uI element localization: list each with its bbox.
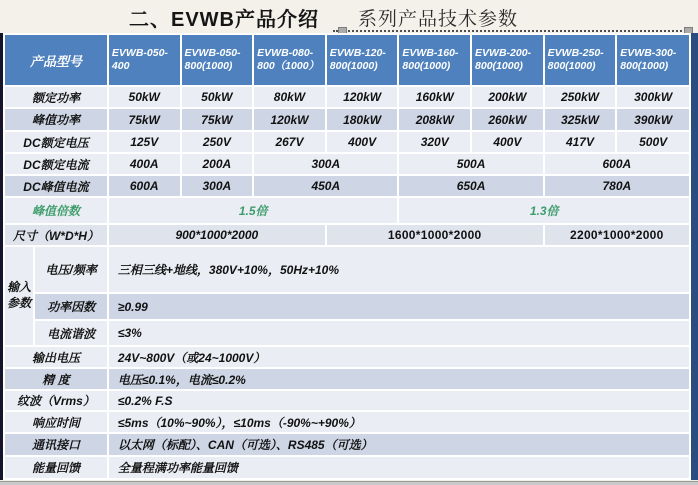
row-label-cell: 输出电压 xyxy=(4,346,108,368)
table-row xyxy=(4,224,690,246)
value-cell: 400A xyxy=(108,153,181,175)
row-label-cell: 额定功率 xyxy=(4,86,108,108)
slide-title-bar xyxy=(0,0,698,33)
value-cell: 300kW xyxy=(616,86,690,108)
value-cell: 325kW xyxy=(544,108,617,131)
value-cell: ≤0.2% F.S xyxy=(108,390,690,411)
value-cell: 600A xyxy=(108,175,181,197)
page-subtitle: 系列产品技术参数 xyxy=(358,9,519,30)
table-row xyxy=(4,86,690,108)
value-cell: 260kW xyxy=(471,108,544,131)
table-row xyxy=(4,390,690,411)
value-cell: 300A xyxy=(181,175,254,197)
column-header-cell: EVWB-160-800(1000) xyxy=(398,34,471,86)
value-cell: 400V xyxy=(326,131,399,153)
value-cell: 电压≤0.1%，电流≤0.2% xyxy=(108,368,690,390)
value-cell: 650A xyxy=(398,175,543,197)
table-row xyxy=(4,197,690,224)
column-header-cell: EVWB-050-800(1000) xyxy=(181,34,254,86)
row-label-cell: DC峰值电流 xyxy=(4,175,108,197)
column-header-cell: EVWB-120-800(1000) xyxy=(326,34,399,86)
value-cell: 500A xyxy=(398,153,543,175)
column-header-cell: EVWB-300-800(1000) xyxy=(616,34,690,86)
value-cell: 390kW xyxy=(616,108,690,131)
row-label-cell: 峰值倍数 xyxy=(4,197,108,224)
table-row xyxy=(4,433,690,456)
value-cell: 417V xyxy=(544,131,617,153)
column-header-cell: EVWB-050-400 xyxy=(108,34,181,86)
row-label-cell: 电流谐波 xyxy=(34,320,108,346)
value-cell: 500V xyxy=(616,131,690,153)
value-cell: 400V xyxy=(471,131,544,153)
column-header-cell: EVWB-080-800（1000） xyxy=(253,34,326,86)
value-cell: 全量程满功率能量回馈 xyxy=(108,456,690,479)
table-row xyxy=(4,108,690,131)
value-cell: 200kW xyxy=(471,86,544,108)
column-header-model: 产品型号 xyxy=(4,34,108,86)
table-row xyxy=(4,246,690,293)
table-row xyxy=(4,411,690,433)
value-cell: ≥0.99 xyxy=(108,293,690,320)
value-cell: 600A xyxy=(544,153,690,175)
spec-table-container xyxy=(0,33,698,480)
value-cell: 780A xyxy=(544,175,690,197)
value-cell: 120kW xyxy=(253,108,326,131)
table-row xyxy=(4,368,690,390)
row-label-cell: DC额定电压 xyxy=(4,131,108,153)
value-cell: 200A xyxy=(181,153,254,175)
row-label-cell: 通讯接口 xyxy=(4,433,108,456)
value-cell: 1.3倍 xyxy=(398,197,690,224)
value-cell: 320V xyxy=(398,131,471,153)
column-header-cell: EVWB-200-800(1000) xyxy=(471,34,544,86)
table-row xyxy=(4,456,690,479)
table-row xyxy=(4,153,690,175)
table-row xyxy=(4,175,690,197)
value-cell: 80kW xyxy=(253,86,326,108)
value-cell: ≤5ms（10%~90%），≤10ms（-90%~+90%） xyxy=(108,411,690,433)
value-cell: 300A xyxy=(253,153,398,175)
row-label-cell: 纹波（Vrms） xyxy=(4,390,108,411)
value-cell: 75kW xyxy=(108,108,181,131)
value-cell: 2200*1000*2000 xyxy=(544,224,690,246)
product-spec-table xyxy=(3,33,691,480)
value-cell: 267V xyxy=(253,131,326,153)
value-cell: 900*1000*2000 xyxy=(108,224,326,246)
value-cell: 250V xyxy=(181,131,254,153)
row-label-cell: 尺寸（W*D*H） xyxy=(4,224,108,246)
value-cell: 以太网（标配）、CAN（可选）、RS485（可选） xyxy=(108,433,690,456)
row-label-cell: 电压/频率 xyxy=(34,246,108,293)
row-label-cell: 峰值功率 xyxy=(4,108,108,131)
column-header-cell: EVWB-250-800(1000) xyxy=(544,34,617,86)
page-title: 二、EVWB产品介绍 xyxy=(129,9,319,31)
table-row xyxy=(4,346,690,368)
value-cell: 24V~800V（或24~1000V） xyxy=(108,346,690,368)
value-cell: 208kW xyxy=(398,108,471,131)
row-label-cell: DC额定电流 xyxy=(4,153,108,175)
row-label-cell: 功率因数 xyxy=(34,293,108,320)
value-cell: 125V xyxy=(108,131,181,153)
selection-dotted-line xyxy=(333,30,693,32)
slide-bottom-edge xyxy=(0,481,698,485)
table-row xyxy=(4,131,690,153)
value-cell: 1600*1000*2000 xyxy=(326,224,544,246)
value-cell: ≤3% xyxy=(108,320,690,346)
value-cell: 250kW xyxy=(544,86,617,108)
table-row xyxy=(4,320,690,346)
value-cell: 180kW xyxy=(326,108,399,131)
value-cell: 50kW xyxy=(108,86,181,108)
value-cell: 三相三线+地线，380V+10%，50Hz+10% xyxy=(108,246,690,293)
value-cell: 450A xyxy=(253,175,398,197)
value-cell: 75kW xyxy=(181,108,254,131)
value-cell: 50kW xyxy=(181,86,254,108)
value-cell: 120kW xyxy=(326,86,399,108)
row-label-cell: 精 度 xyxy=(4,368,108,390)
value-cell: 160kW xyxy=(398,86,471,108)
group-label-cell: 输入 参数 xyxy=(4,246,34,346)
table-row xyxy=(4,293,690,320)
table-row xyxy=(4,34,690,86)
value-cell: 1.5倍 xyxy=(108,197,399,224)
row-label-cell: 能量回馈 xyxy=(4,456,108,479)
row-label-cell: 响应时间 xyxy=(4,411,108,433)
